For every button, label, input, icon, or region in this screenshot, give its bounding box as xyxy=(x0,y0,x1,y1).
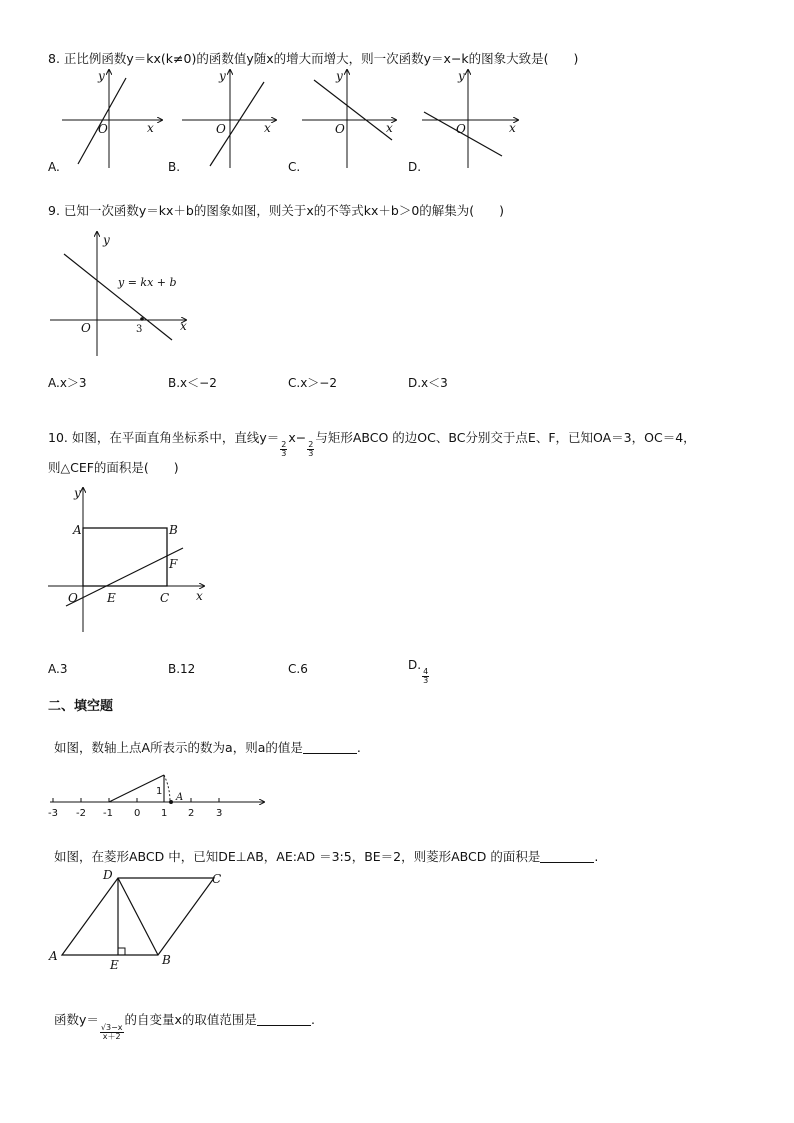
q8-graph-a xyxy=(58,66,168,172)
q10-stem-b: x− xyxy=(288,430,307,445)
q9-option-c: C.x＞−2 xyxy=(288,376,337,390)
q10-stem-line2: 则△CEF的面积是( ) xyxy=(48,460,179,475)
y-axis-label: y xyxy=(219,69,226,83)
answer-blank[interactable] xyxy=(257,1013,311,1026)
origin-label: O xyxy=(98,122,108,136)
q10-stem-c: 与矩形ABCO 的边OC、BC分别交于点E、F，已知OA＝3，OC＝4， xyxy=(315,430,696,445)
origin-label: O xyxy=(216,122,226,136)
q10-option-b: B.12 xyxy=(168,662,196,676)
x-axis-label: x xyxy=(264,121,271,135)
tick-label: -2 xyxy=(76,808,86,819)
height-label: 1 xyxy=(156,786,163,797)
answer-blank[interactable] xyxy=(303,741,357,754)
y-axis-label: y xyxy=(458,69,465,83)
section-title: 二、填空题 xyxy=(48,699,114,714)
q8-option-d: D. xyxy=(408,160,422,174)
fill2-stem: 如图，在菱形ABCD 中，已知DE⊥AB，AE:AD ＝3:5，BE＝2，则菱形ABCD 的面积是 . xyxy=(54,849,599,864)
tick-label: 0 xyxy=(134,808,141,819)
q10-graph xyxy=(44,484,214,638)
origin-label: O xyxy=(81,321,91,335)
q9-option-d: D.x＜3 xyxy=(408,376,448,390)
q9-graph xyxy=(46,228,196,360)
q8-graph-b xyxy=(178,66,288,172)
fill1-stem: 如图，数轴上点A所表示的数为a，则a的值是 . xyxy=(54,740,361,755)
q10-stem-line1 xyxy=(48,430,696,458)
q10-fraction-1: $\frac{2}{3}$ xyxy=(281,440,287,458)
point-o-label: O xyxy=(68,591,78,605)
origin-label: O xyxy=(335,122,345,136)
tick-label: 3 xyxy=(216,808,223,819)
tick-label-3: 3 xyxy=(136,324,143,335)
fill3-fraction: $\frac{√3-x}{x+2}$ xyxy=(100,1023,123,1041)
q9-stem: 9. 已知一次函数y＝kx＋b的图象如图，则关于x的不等式kx＋b＞0的解集为( ) xyxy=(48,203,505,218)
y-axis-label: y xyxy=(74,486,81,500)
tick-label: 2 xyxy=(188,808,195,819)
x-axis-label: x xyxy=(180,319,187,333)
tick-label: 1 xyxy=(161,808,168,819)
vertex-a-label: A xyxy=(49,949,58,963)
tick-label: -1 xyxy=(103,808,113,819)
q8-option-c: C. xyxy=(288,160,301,174)
point-f-label: F xyxy=(169,557,178,571)
point-c-label: C xyxy=(160,591,170,605)
q8-graph-d xyxy=(418,66,528,172)
point-a-label: A xyxy=(73,523,82,537)
q8-option-a: A. xyxy=(48,160,60,174)
y-axis-label: y xyxy=(336,69,343,83)
origin-label: O xyxy=(456,122,466,136)
point-b-label: B xyxy=(169,523,178,537)
q10-stem-a: 10. 如图，在平面直角坐标系中，直线y＝ xyxy=(48,430,280,445)
q10-fraction-2: $\frac{2}{3}$ xyxy=(308,440,314,458)
fill2-rhombus xyxy=(44,866,234,974)
q10-option-c: C.6 xyxy=(288,662,308,676)
x-axis-label: x xyxy=(386,121,393,135)
q8-stem: 8. 正比例函数y＝kx(k≠0)的函数值y随x的增大而增大，则一次函数y＝x−k的图象大致是( ) xyxy=(48,51,579,66)
q8-graph-c xyxy=(298,66,408,172)
vertex-b-label: B xyxy=(162,953,171,967)
q10-option-d: D. $\frac{4}{3}$ xyxy=(408,658,429,685)
y-axis-label: y xyxy=(98,69,105,83)
fill1-number-line xyxy=(46,768,268,822)
q8-option-b: B. xyxy=(168,160,181,174)
vertex-c-label: C xyxy=(212,872,222,886)
point-e-label: E xyxy=(107,591,116,605)
line-label: y = kx + b xyxy=(118,276,177,289)
tick-label: -3 xyxy=(48,808,58,819)
point-e-label: E xyxy=(110,958,119,972)
q10-option-a: A.3 xyxy=(48,662,68,676)
x-axis-label: x xyxy=(509,121,516,135)
x-axis-label: x xyxy=(196,589,203,603)
q9-option-b: B.x＜−2 xyxy=(168,376,217,390)
vertex-d-label: D xyxy=(103,868,113,882)
fill3-stem: 函数y＝ $\frac{√3-x}{x+2}$ 的自变量x的取值范围是 . xyxy=(54,1012,315,1041)
y-axis-label: y xyxy=(103,233,110,247)
answer-blank[interactable] xyxy=(540,850,594,863)
point-a-label: A xyxy=(176,792,184,803)
q10-option-d-fraction: $\frac{4}{3}$ xyxy=(423,667,429,685)
q9-option-a: A.x＞3 xyxy=(48,376,87,390)
x-axis-label: x xyxy=(147,121,154,135)
